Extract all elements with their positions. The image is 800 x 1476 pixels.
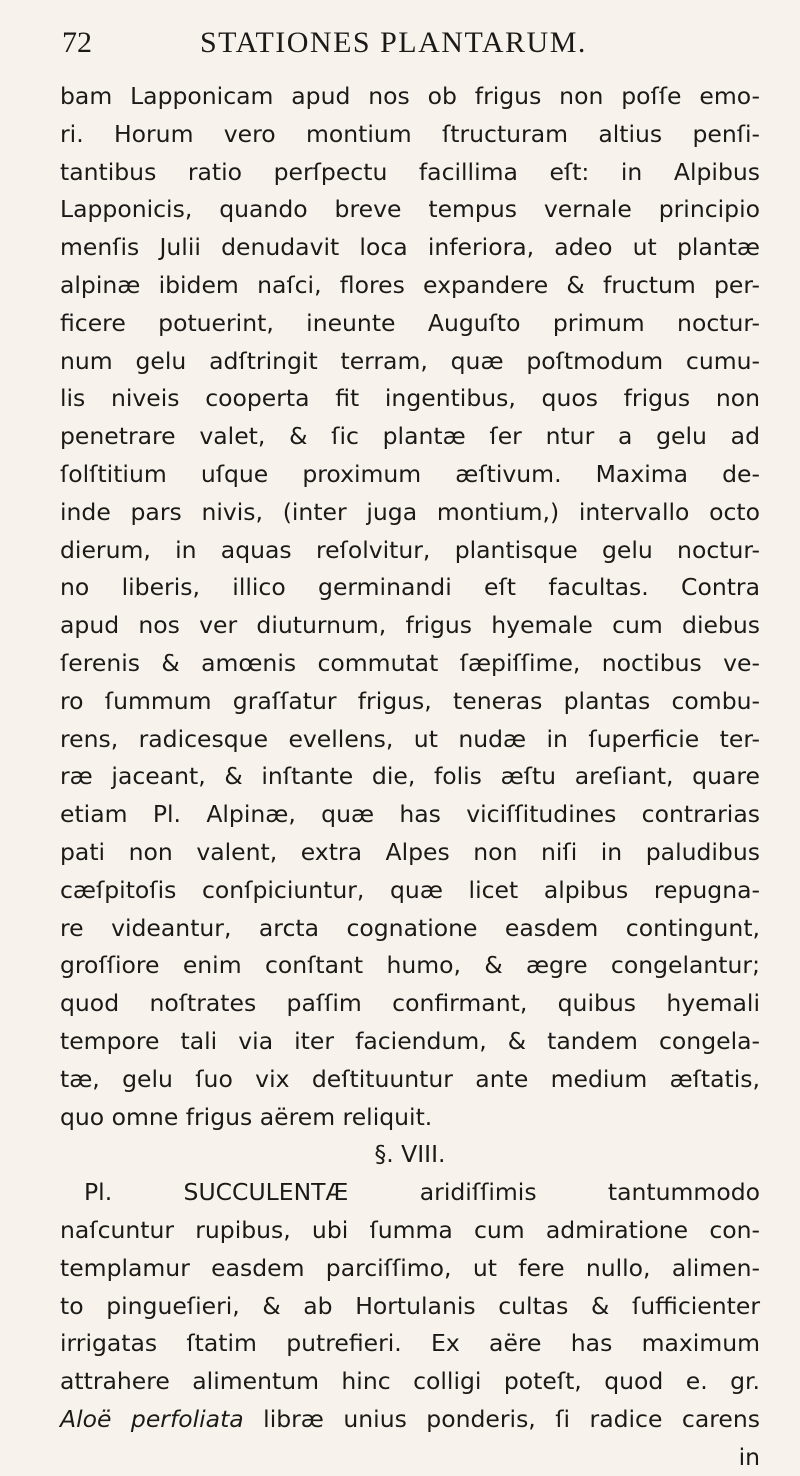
text-line: irrigatas ſtatim putrefieri. Ex aëre has maximum xyxy=(60,1329,760,1358)
text-line: bam Lapponicam apud nos ob frigus non poſſe emo- xyxy=(60,82,760,110)
text-line: cæſpitoſis conſpiciuntur, quæ licet alpibus repugna- xyxy=(60,875,760,904)
text-line: naſcuntur rupibus, ubi ſumma cum admiratione con- xyxy=(60,1215,760,1244)
text-fragment: libræ unius ponderis, ſi radice carens xyxy=(243,1404,760,1433)
text-line: groſſiore enim conſtant humo, & ægre congelantur; xyxy=(60,951,760,980)
text-line: ri. Horum vero montium ſtructuram altius penſi- xyxy=(60,119,760,148)
text-line: tantibus ratio perſpectu facillima eſt: in Alpibus xyxy=(60,157,760,186)
text-line-mixed xyxy=(60,1401,760,1439)
text-line: tempore tali via iter faciendum, & tandem congela- xyxy=(60,1026,760,1055)
paragraph-2 xyxy=(60,1174,760,1476)
text-line: rens, radicesque evellens, ut nudæ in ſuperficie ter- xyxy=(60,724,760,753)
text-line: num gelu adſtringit terram, quæ poſtmodum cumu- xyxy=(60,346,760,375)
text-line: to pingueſieri, & ab Hortulanis cultas & ſufficienter xyxy=(60,1291,760,1320)
text-line: ro ſummum graſſatur frigus, teneras plantas combu- xyxy=(60,686,760,715)
text-line: attrahere alimentum hinc colligi poteſt, quod e. gr. xyxy=(60,1367,760,1396)
text-line: templamur easdem parciſſimo, ut fere nullo, alimen- xyxy=(60,1253,760,1282)
text-line: etiam Pl. Alpinæ, quæ has viciſſitudines contrarias xyxy=(60,800,760,829)
body-text xyxy=(60,78,760,1476)
running-title: STATIONES PLANTARUM. xyxy=(200,26,587,59)
section-heading-row xyxy=(60,1136,760,1174)
text-line: quo omne frigus aërem reliquit. xyxy=(60,1102,433,1131)
text-line: ficere potuerint, ineunte Auguſto primum noctur- xyxy=(60,308,760,337)
text-line: Pl. SUCCULENTÆ aridiſſimis tantummodo xyxy=(84,1178,760,1207)
paragraph-1 xyxy=(60,78,760,1136)
text-line: lis niveis cooperta fit ingentibus, quos frigus non xyxy=(60,384,760,413)
text-line: re videantur, arcta cognatione easdem contingunt, xyxy=(60,913,760,942)
text-line: no liberis, illico germinandi eſt facultas. Contra xyxy=(60,573,760,602)
running-head xyxy=(62,22,762,66)
text-line: menſis Julii denudavit loca inferiora, adeo ut plantæ xyxy=(60,233,760,262)
text-line: tæ, gelu ſuo vix deſtituuntur ante medium æſtatis, xyxy=(60,1064,760,1093)
text-line: alpinæ ibidem naſci, flores expandere & fructum per- xyxy=(60,270,760,299)
text-line: inde pars nivis, (inter juga montium,) intervallo octo xyxy=(60,497,760,526)
text-line: apud nos ver diuturnum, frigus hyemale cum diebus xyxy=(60,611,760,640)
page-number: 72 xyxy=(62,26,92,59)
text-line: quod noſtrates paſſim confirmant, quibus hyemali xyxy=(60,989,760,1018)
section-heading: §. VIII. xyxy=(374,1140,446,1169)
text-line: ſolſtitium uſque proximum æſtivum. Maxima de- xyxy=(60,459,760,488)
text-line: ſerenis & amœnis commutat ſæpiſſime, noctibus ve- xyxy=(60,648,760,677)
text-line: Lapponicis, quando breve tempus vernale principio xyxy=(60,195,760,224)
text-line: ræ jaceant, & inſtante die, folis æſtu areſiant, quare xyxy=(60,762,760,791)
text-line: pati non valent, extra Alpes non niſi in paludibus xyxy=(60,837,760,866)
species-name: Aloë perfoliata xyxy=(60,1404,244,1433)
catchword: in xyxy=(738,1442,760,1471)
text-line: dierum, in aquas reſolvitur, plantisque gelu noctur- xyxy=(60,535,760,564)
text-line: penetrare valet, & ſic plantæ ſer ntur a gelu ad xyxy=(60,422,760,451)
